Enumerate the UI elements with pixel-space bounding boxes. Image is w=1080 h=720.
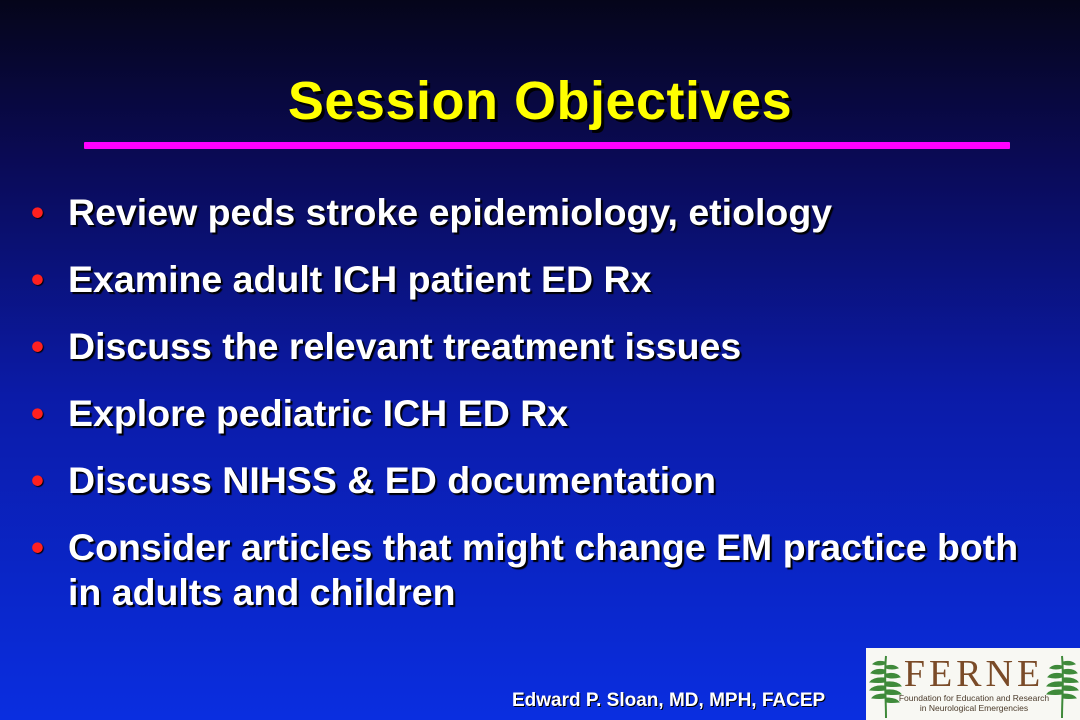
bullet-icon: • — [31, 326, 44, 367]
list-item-text: Explore pediatric ICH ED Rx — [68, 392, 569, 434]
ferne-logo — [866, 648, 1080, 720]
ferne-logo-graphic — [866, 648, 1080, 720]
list-item — [0, 525, 1028, 615]
bullet-icon: • — [31, 259, 44, 300]
title-underline — [84, 142, 1010, 149]
objectives-list — [0, 190, 1080, 637]
list-item-text: Examine adult ICH patient ED Rx — [68, 258, 652, 300]
list-item — [0, 458, 1028, 503]
list-item — [0, 190, 1028, 235]
fern-left-icon — [870, 656, 901, 718]
list-item — [0, 324, 1028, 369]
slide-title: Session Objectives — [287, 71, 793, 131]
logo-tagline-line2: in Neurological Emergencies — [919, 703, 1029, 713]
list-item-text: Discuss the relevant treatment issues — [68, 325, 742, 367]
footer-credit: Edward P. Sloan, MD, MPH, FACEP — [512, 690, 826, 711]
fern-right-icon — [1047, 656, 1078, 718]
list-item — [0, 257, 1028, 302]
logo-wordmark: FERNE — [903, 653, 1045, 695]
bullet-icon: • — [31, 460, 44, 501]
bullet-icon: • — [31, 527, 44, 568]
list-item-text: Discuss NIHSS & ED documentation — [68, 459, 717, 501]
bullet-icon: • — [31, 393, 44, 434]
list-item — [0, 391, 1028, 436]
list-item-text: Review peds stroke epidemiology, etiology — [68, 191, 833, 233]
logo-tagline-line1: Foundation for Education and Research — [898, 693, 1050, 703]
bullet-icon: • — [31, 192, 44, 233]
list-item-text: Consider articles that might change EM practice both in adults and children — [68, 526, 1019, 613]
